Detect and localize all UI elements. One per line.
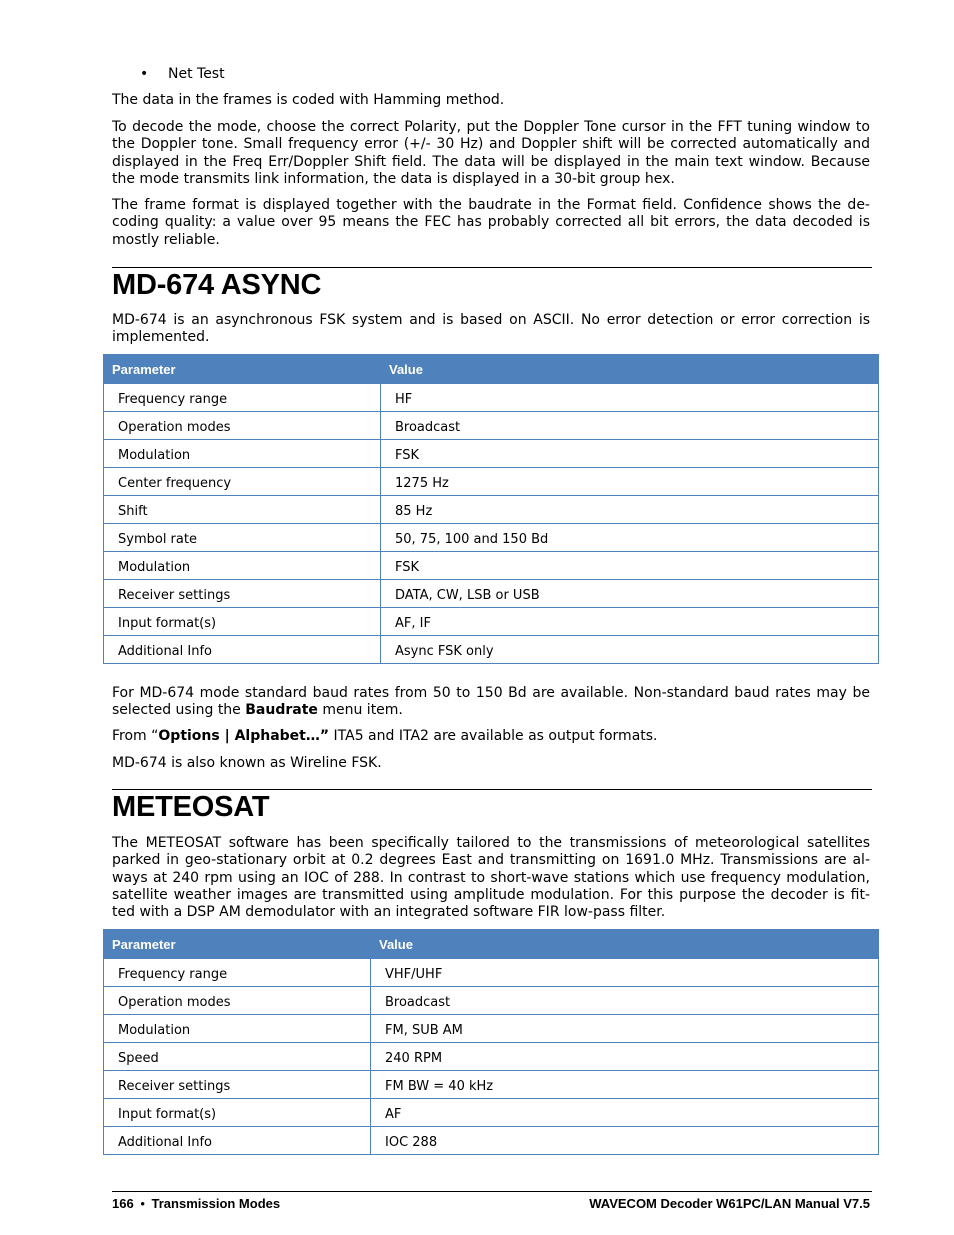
md674-parameter-table	[103, 354, 879, 664]
table-row	[104, 524, 879, 552]
value-cell: 240 RPM	[371, 1043, 879, 1071]
value-cell: 85 Hz	[381, 496, 879, 524]
bullet-text: Net Test	[168, 66, 225, 82]
value-cell: HF	[381, 384, 879, 412]
value-cell: 1275 Hz	[381, 468, 879, 496]
parameter-cell: Modulation	[104, 1015, 371, 1043]
section-heading-meteosat: METEOSAT	[112, 791, 270, 823]
footer-section: Transmission Modes	[151, 1196, 281, 1211]
column-header-parameter: Parameter	[104, 930, 371, 959]
value-cell: AF, IF	[381, 608, 879, 636]
md674-baudrate-paragraph	[112, 685, 870, 720]
md674-intro: MD-674 is an asynchronous FSK system and is based on ASCII. No error detection or error correction is implemented.	[112, 312, 870, 346]
parameter-cell: Receiver settings	[104, 1071, 371, 1099]
value-cell: AF	[371, 1099, 879, 1127]
parameter-cell: Frequency range	[104, 959, 371, 987]
parameter-cell: Receiver settings	[104, 580, 381, 608]
page-number: 166	[112, 1196, 134, 1211]
parameter-cell: Center frequency	[104, 468, 381, 496]
parameter-cell: Modulation	[104, 440, 381, 468]
parameter-cell: Modulation	[104, 552, 381, 580]
footer-document-title: WAVECOM Decoder W61PC/LAN Manual V7.5	[589, 1196, 870, 1211]
table-row	[104, 552, 879, 580]
table-row	[104, 608, 879, 636]
table-row	[104, 468, 879, 496]
column-header-parameter: Parameter	[104, 355, 381, 384]
parameter-cell: Input format(s)	[104, 1099, 371, 1127]
parameter-cell: Shift	[104, 496, 381, 524]
table-row	[104, 1015, 879, 1043]
column-header-value: Value	[371, 930, 879, 959]
parameter-cell: Additional Info	[104, 1127, 371, 1155]
parameter-cell: Operation modes	[104, 412, 381, 440]
value-cell: DATA, CW, LSB or USB	[381, 580, 879, 608]
md674-alphabet-text-2: ITA5 and ITA2 are available as output formats.	[329, 728, 658, 744]
footer-rule	[112, 1191, 872, 1192]
intro-paragraph-1: The data in the frames is coded with Hamming method.	[112, 92, 505, 108]
section-rule	[112, 267, 872, 268]
section-heading-md674: MD-674 ASYNC	[112, 269, 322, 301]
md674-baudrate-text-2: menu item.	[317, 702, 403, 719]
md674-alphabet-paragraph	[112, 728, 870, 745]
parameter-cell: Additional Info	[104, 636, 381, 664]
table-header-row	[104, 930, 879, 959]
md674-aka-paragraph: MD-674 is also known as Wireline FSK.	[112, 755, 382, 771]
parameter-cell: Symbol rate	[104, 524, 381, 552]
table-row	[104, 636, 879, 664]
intro-paragraph-2: To decode the mode, choose the correct Polarity, put the Doppler Tone cursor in the FFT tuning window to the Doppler tone. Small frequency error (+/- 30 Hz) and Doppler shift will be corrected automatically and displayed in the Freq Err/Doppler Shift field. The data will be displayed in the main text window. Because the mode transmits link information, the data is displayed in a 30-bit group hex.	[112, 119, 870, 187]
table-row	[104, 384, 879, 412]
table-row	[104, 496, 879, 524]
md674-baudrate-text-1: For MD-674 mode standard baud rates from 50 to 150 Bd are available. Non-standard baud rates may be selected using the	[112, 685, 870, 719]
table-row	[104, 959, 879, 987]
value-cell: Broadcast	[381, 412, 879, 440]
md674-alphabet-text-1: From “	[112, 728, 159, 744]
table-header-row	[104, 355, 879, 384]
meteosat-parameter-table	[103, 929, 879, 1155]
table-row	[104, 987, 879, 1015]
parameter-cell: Speed	[104, 1043, 371, 1071]
value-cell: FM, SUB AM	[371, 1015, 879, 1043]
value-cell: VHF/UHF	[371, 959, 879, 987]
value-cell: Async FSK only	[381, 636, 879, 664]
section-rule	[112, 789, 872, 790]
parameter-cell: Frequency range	[104, 384, 381, 412]
value-cell: FM BW = 40 kHz	[371, 1071, 879, 1099]
value-cell: 50, 75, 100 and 150 Bd	[381, 524, 879, 552]
md674-baudrate-menu-name: Baudrate	[245, 702, 318, 719]
table-row	[104, 412, 879, 440]
value-cell: Broadcast	[371, 987, 879, 1015]
meteosat-intro: The METEOSAT software has been specifically tailored to the transmissions of meteorological satellites parked in geo-stationary orbit at 0.2 degrees East and transmitting on 1691.0 MHz. Transmissions are al-ways at 240 rpm using an IOC of 288. In contrast to short-wave stations which use frequency modulation, satellite weather images are transmitted using amplitude modulation. For this purpose the decoder is fit-ted with a DSP AM demodulator with an integrated software FIR low-pass filter.	[112, 835, 870, 921]
table-row	[104, 580, 879, 608]
value-cell: IOC 288	[371, 1127, 879, 1155]
table-row	[104, 1043, 879, 1071]
parameter-cell: Operation modes	[104, 987, 371, 1015]
parameter-cell: Input format(s)	[104, 608, 381, 636]
table-row	[104, 440, 879, 468]
md674-alphabet-menu-name: Options | Alphabet…”	[158, 728, 330, 744]
intro-paragraph-3: The frame format is displayed together with the baudrate in the Format field. Confidence shows the de-coding quality: a value over 95 means the FEC has probably corrected all bit errors, the data decoded is mostly reliable.	[112, 197, 870, 248]
table-row	[104, 1099, 879, 1127]
footer-separator: •	[140, 1196, 145, 1211]
column-header-value: Value	[381, 355, 879, 384]
bullet-dot-icon: •	[140, 66, 149, 82]
table-row	[104, 1071, 879, 1099]
value-cell: FSK	[381, 440, 879, 468]
value-cell: FSK	[381, 552, 879, 580]
footer-left	[112, 1196, 280, 1211]
table-row	[104, 1127, 879, 1155]
